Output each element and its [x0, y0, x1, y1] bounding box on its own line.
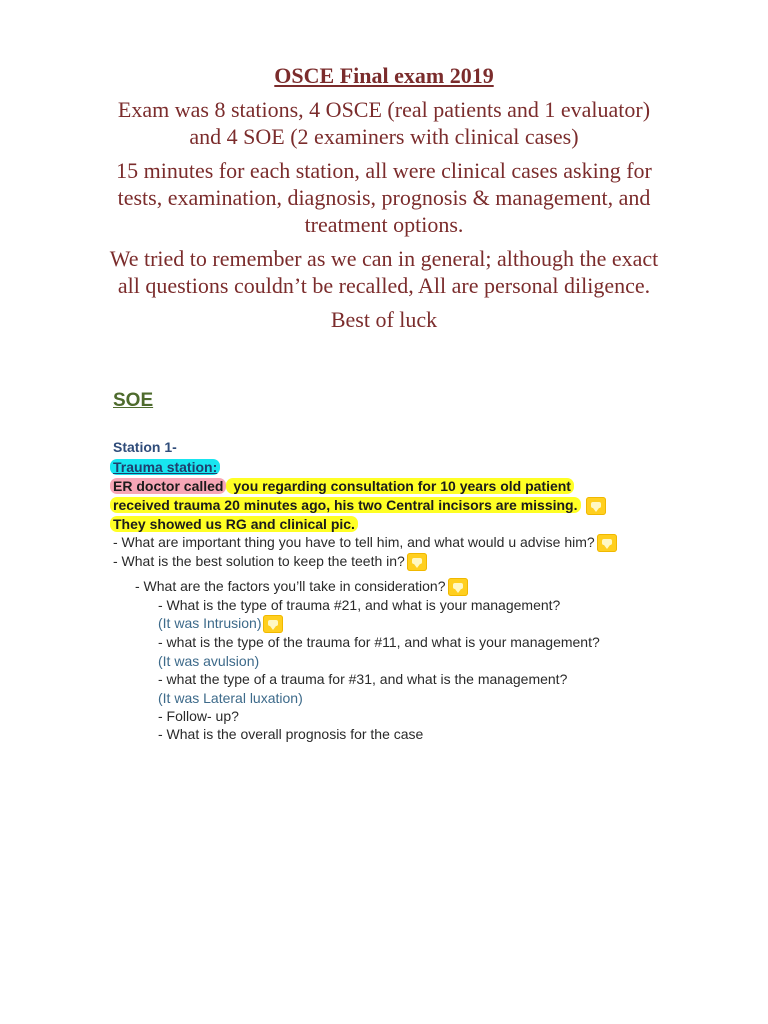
question-keep-teeth: - What is the best solution to keep the teeth in?	[113, 553, 405, 569]
question-advise: - What are important thing you have to tell him, and what would u advise him?	[113, 534, 595, 550]
case-line-2	[110, 496, 606, 515]
intro-paragraph-disclaimer: We tried to remember as we can in general; although the exact all questions couldn’t be recalled, All are personal diligence.	[109, 246, 659, 298]
intro-paragraph-timing: 15 minutes for each station, all were clinical cases asking for tests, examination, diagnosis, prognosis & management, and treatment options.	[116, 158, 652, 237]
case-trauma-description: received trauma 20 minutes ago, his two Central incisors are missing.	[110, 497, 581, 513]
case-er-doctor: ER doctor called	[110, 478, 226, 494]
case-consultation: you regarding consultation for 10 years old patient	[226, 478, 574, 494]
answer-intrusion: (It was Intrusion)	[158, 615, 262, 631]
intro-paragraph-stations: Exam was 8 stations, 4 OSCE (real patients and 1 evaluator) and 4 SOE (2 examiners with clinical cases)	[117, 97, 651, 149]
answer-avulsion: (It was avulsion)	[158, 653, 260, 669]
answer-line-intrusion	[158, 614, 283, 633]
question-line-1	[113, 533, 617, 552]
comment-icon[interactable]	[597, 534, 617, 552]
question-factors: - What are the factors you’ll take in consideration?	[135, 578, 446, 594]
sub-question-31: - what the type of a trauma for #31, and what is the management?	[158, 671, 568, 687]
question-line-2	[113, 552, 427, 571]
station-title: Station 1-	[113, 439, 177, 455]
case-line-1	[110, 477, 574, 496]
document-header	[100, 62, 668, 340]
sub-question-prognosis: - What is the overall prognosis for the case	[158, 726, 424, 742]
trauma-label: Trauma station:	[110, 459, 220, 475]
intro-paragraph-luck: Best of luck	[330, 307, 438, 332]
sub-question-21: - What is the type of trauma #21, and what is your management?	[158, 597, 561, 613]
case-line-3	[110, 515, 358, 534]
comment-icon[interactable]	[586, 497, 606, 515]
document-title: OSCE Final exam 2019	[274, 63, 494, 88]
comment-icon[interactable]	[448, 578, 468, 596]
answer-lateral-luxation: (It was Lateral luxation)	[158, 690, 303, 706]
sub-intro-line	[135, 577, 468, 596]
sub-question-11: - what is the type of the trauma for #11, and what is your management?	[158, 634, 600, 650]
comment-icon[interactable]	[407, 553, 427, 571]
sub-question-follow-up: - Follow- up?	[158, 708, 239, 724]
section-heading-soe: SOE	[113, 390, 154, 411]
trauma-label-line	[110, 458, 220, 477]
case-images-shown: They showed us RG and clinical pic.	[110, 516, 358, 532]
comment-icon[interactable]	[263, 615, 283, 633]
